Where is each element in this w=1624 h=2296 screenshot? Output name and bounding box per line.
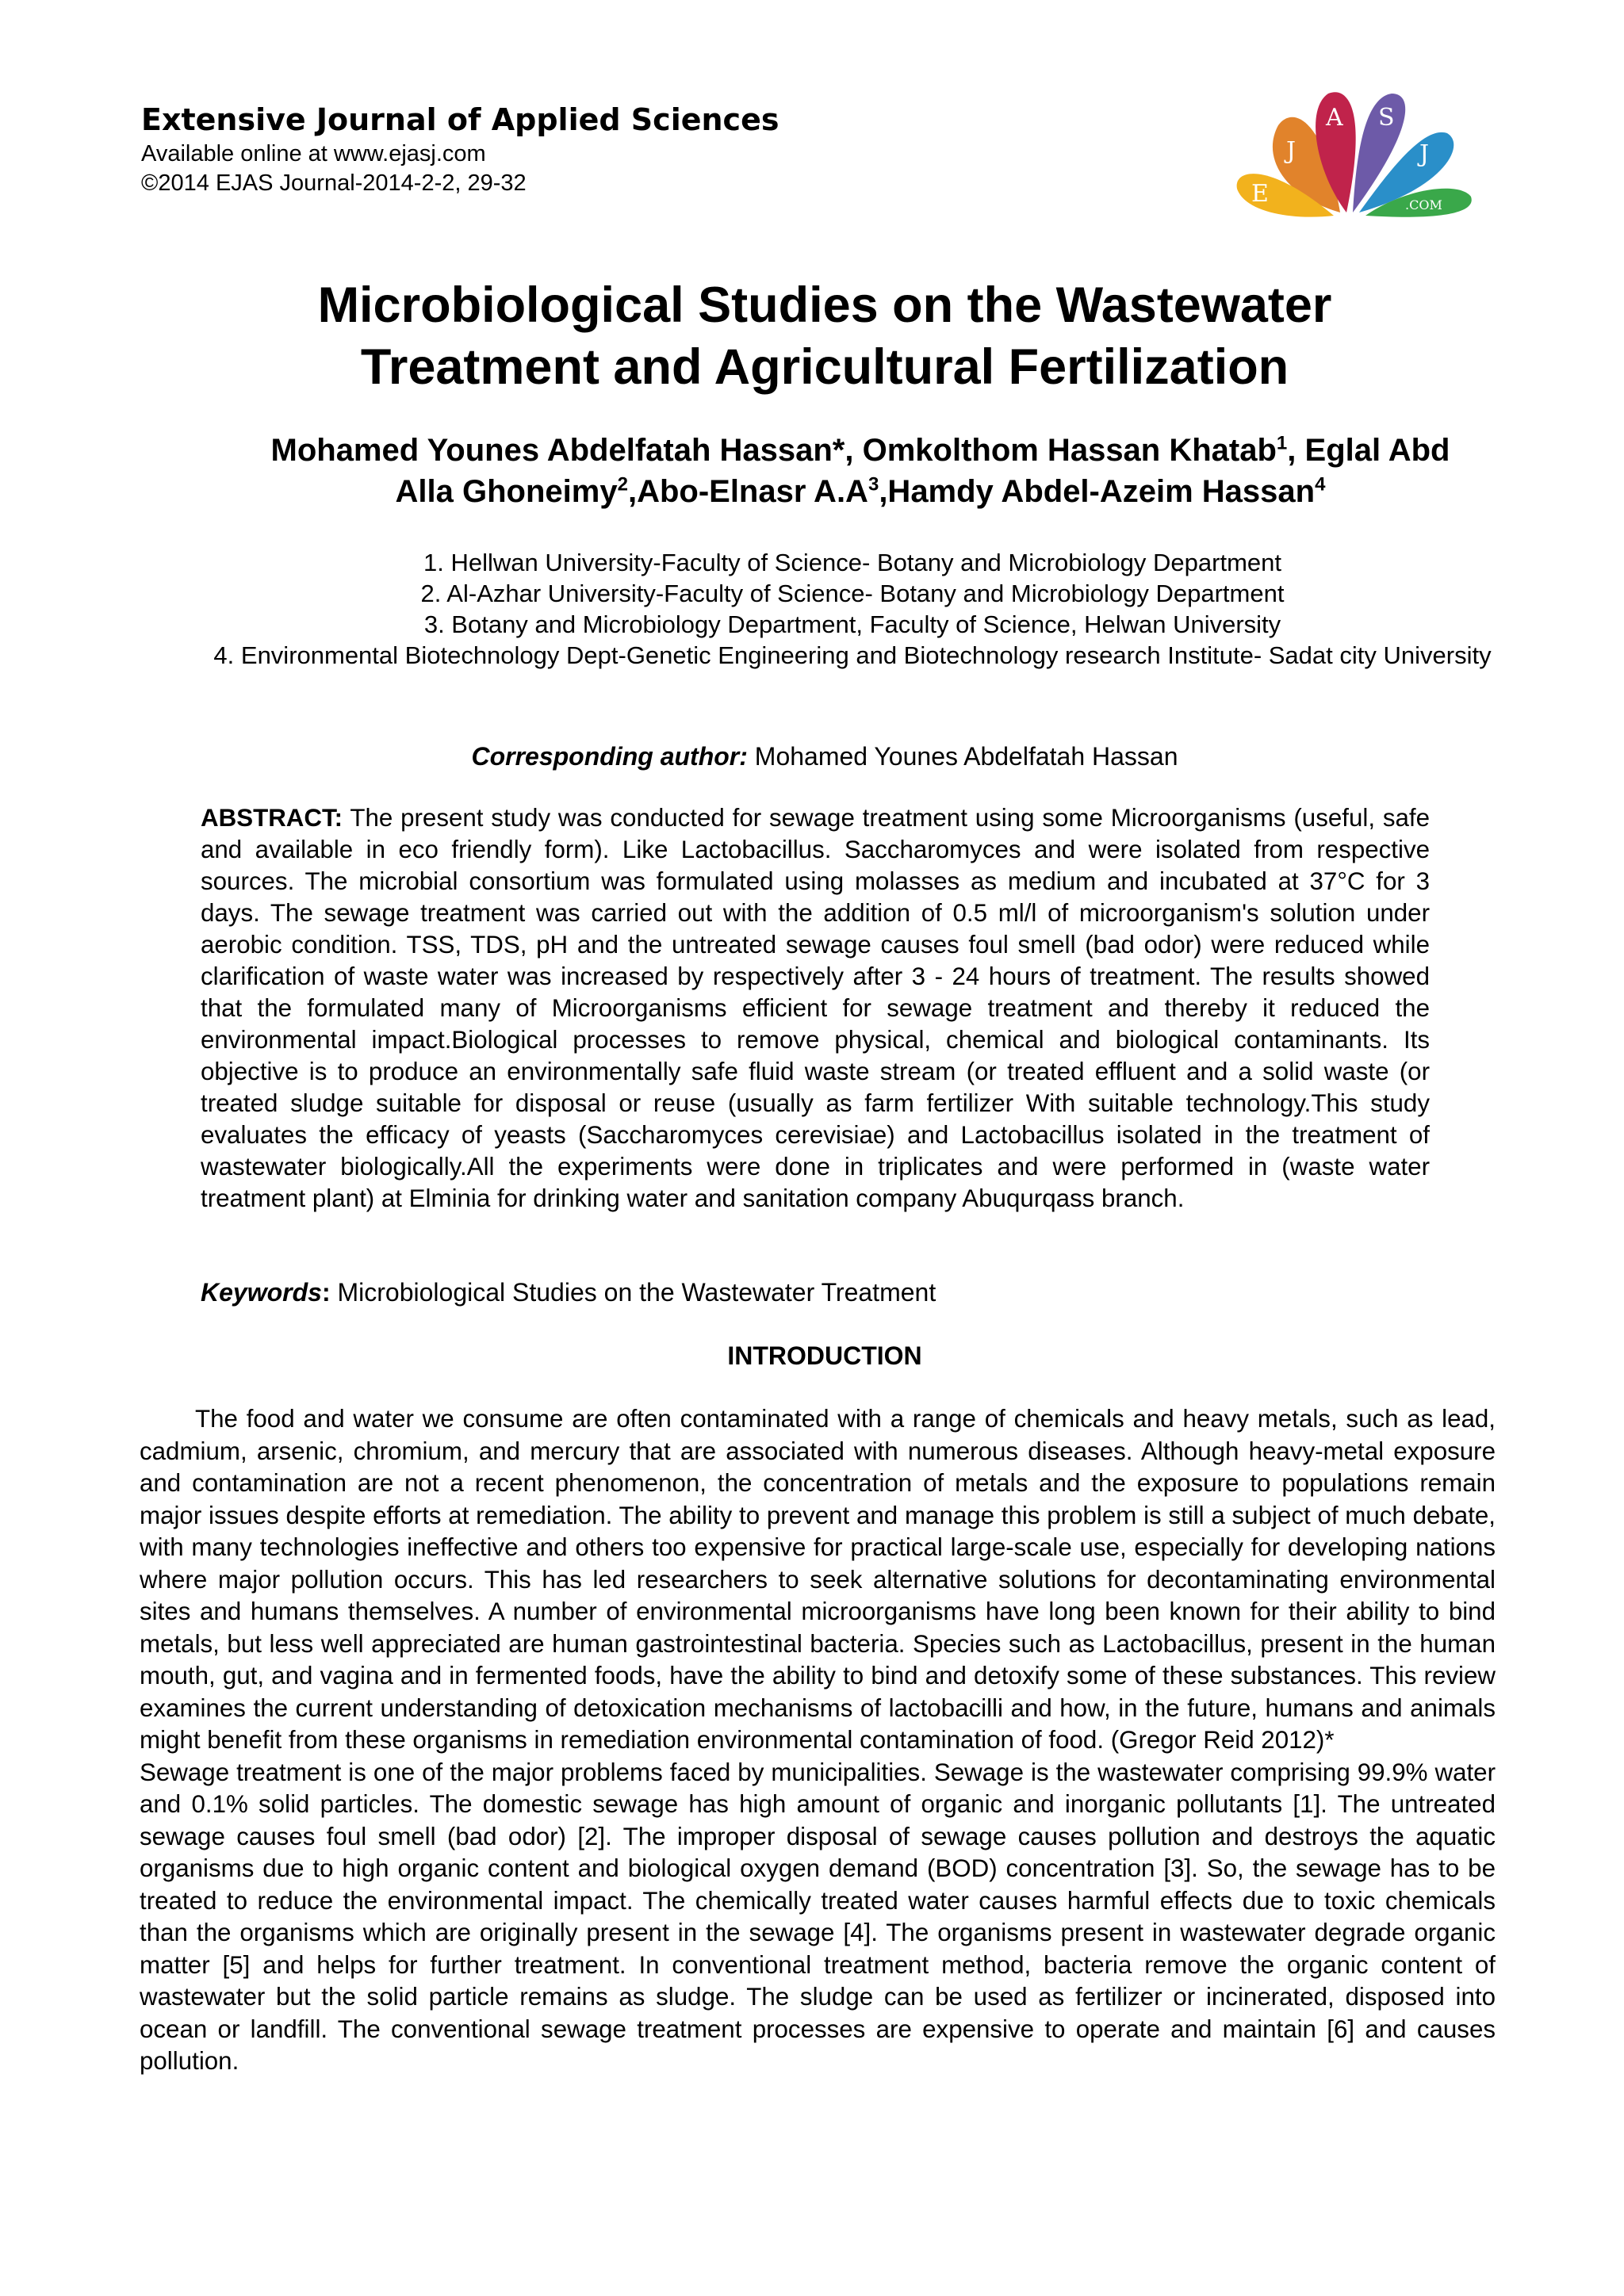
intro-paragraph-1: The food and water we consume are often contaminated with a range of chemicals and heavy metals, such as lead, cadmium, arsenic, chromium, and mercury that are associated with numerous diseases. Although heavy-metal exposure and contamination are not a recent phenomenon, the concentration of metals and the exposure to populations remain major issues despite efforts at remediation. The ability to prevent and manage this problem is still a subject of much debate, with many technologies ineffective and others too expensive for practical large-scale use, especially for developing nations where major pollution occurs. This has led researchers to seek alternative solutions for decontaminating environmental sites and humans themselves. A number of environmental microorganisms have long been known for their ability to bind metals, but less well appreciated are human gastrointestinal bacteria. Species such as Lactobacillus, present in the human mouth, gut, and vagina and in fermented foods, have the ability to bind and detoxify some of these substances. This review examines the current understanding of detoxication mechanisms of lactobacilli and how, in the future, humans and animals might benefit from these organisms in remediation environmental contamination of food. (Gregor Reid 2012)* — [140, 1405, 1496, 1754]
title-line-1: Microbiological Studies on the Wastewater — [317, 277, 1332, 333]
logo-letter-j2: J — [1419, 140, 1430, 168]
journal-header — [141, 100, 1013, 198]
corresponding-name: Mohamed Younes Abdelfatah Hassan — [747, 742, 1178, 771]
logo-domain: .COM — [1405, 197, 1442, 212]
intro-paragraph-2: Sewage treatment is one of the major problems faced by municipalities. Sewage is the wastewater comprising 99.9% water and 0.1% solid particles. The domestic sewage has high amount of organic and inorganic pollutants [1]. The untreated sewage causes foul smell (bad odor) [2]. The improper disposal of sewage causes pollution and destroys the aquatic organisms due to high organic content and biological oxygen demand (BOD) concentration [3]. So, the sewage has to be treated to reduce the environmental impact. The chemically treated water causes harmful effects due to toxic chemicals than the organisms which are originally present in the sewage [4]. The organisms present in wastewater degrade organic matter [5] and helps for further treatment. In conventional treatment method, bacteria remove the organic content of wastewater but the solid particle remains as sludge. The sludge can be used as fertilizer or incinerated, disposed into ocean or landfill. The conventional sewage treatment processes are expensive to operate and maintain [6] and causes pollution. — [140, 1758, 1496, 2075]
title-line-2: Treatment and Agricultural Fertilization — [360, 339, 1289, 395]
affiliation-list — [198, 547, 1507, 671]
abstract-text: The present study was conducted for sewage treatment using some Microorganisms (useful, safe and available in eco friendly form). Like Lactobacillus. Saccharomyces and were isolated from respective sources. The microbial consortium was formulated using molasses as medium and incubated at 37°C for 3 days. The sewage treatment was carried out with the addition of 0.5 ml/l of microorganism's solution under aerobic condition. TSS, TDS, pH and the untreated sewage causes foul smell (bad odor) were reduced while clarification of waste water was increased by respectively after 3 - 24 hours of treatment. The results showed that the formulated many of Microorganisms efficient for sewage treatment and thereby it reduced the environmental impact.Biological processes to remove physical, chemical and biological contaminants. Its objective is to produce an environmentally safe fluid waste stream (or treated effluent and a solid waste (or treated sludge suitable for disposal or reuse (usually as farm fertilizer With suitable technology.This study evaluates the efficacy of yeasts (Saccharomyces cerevisiae) and Lactobacillus isolated in the treatment of wastewater biologically.All the experiments were done in triplicates and were performed in (waste water treatment plant) at Elminia for drinking water and sanitation company Abuqurqass branch. — [201, 804, 1430, 1212]
abstract-label: ABSTRACT: — [201, 804, 343, 832]
author-line-1: Mohamed Younes Abdelfatah Hassan*, Omkolthom Hassan Khatab$^1$, Eglal Abd — [270, 432, 1450, 468]
corresponding-label: Corresponding author: — [471, 742, 748, 771]
logo-letter-a: A — [1326, 104, 1343, 132]
journal-citation: ©2014 EJAS Journal-2014-2-2, 29-32 — [141, 170, 527, 196]
paper-title — [119, 274, 1530, 398]
keywords-label: Keywords — [201, 1278, 322, 1307]
affiliation-item: 2. Al-Azhar University-Faculty of Science- Botany and Microbiology Department — [420, 580, 1285, 607]
introduction-body — [140, 1403, 1496, 2078]
author-list — [230, 430, 1491, 512]
abstract — [201, 802, 1430, 1215]
keywords-text: Microbiological Studies on the Wastewater Treatment — [330, 1278, 936, 1307]
section-heading-introduction: INTRODUCTION — [727, 1341, 922, 1370]
logo-letter-e: E — [1251, 180, 1269, 208]
affiliation-item: 1. Hellwan University-Faculty of Science- Botany and Microbiology Department — [423, 549, 1282, 576]
journal-availability: Available online at www.ejasj.com — [141, 141, 486, 166]
ejasj-logo — [1229, 86, 1475, 220]
author-line-2: Alla Ghoneimy$^2$,Abo-Elnasr $A.A^3,Hamdy$ Abdel-Azeim Hassan$^4$ — [395, 473, 1326, 509]
journal-name: Extensive Journal of Applied Sciences — [141, 102, 779, 137]
affiliation-item: 3. Botany and Microbiology Department, Faculty of Science, Helwan University — [423, 610, 1281, 638]
affiliation-item: 4. Environmental Biotechnology Dept-Genetic Engineering and Biotechnology research Institute- Sadat city University — [213, 641, 1492, 669]
keywords: Keywords: Microbiological Studies on the Wastewater Treatment — [201, 1278, 936, 1307]
logo-letter-s: S — [1378, 104, 1395, 132]
logo-letter-j1: J — [1286, 137, 1297, 165]
corresponding-author — [119, 740, 1530, 772]
